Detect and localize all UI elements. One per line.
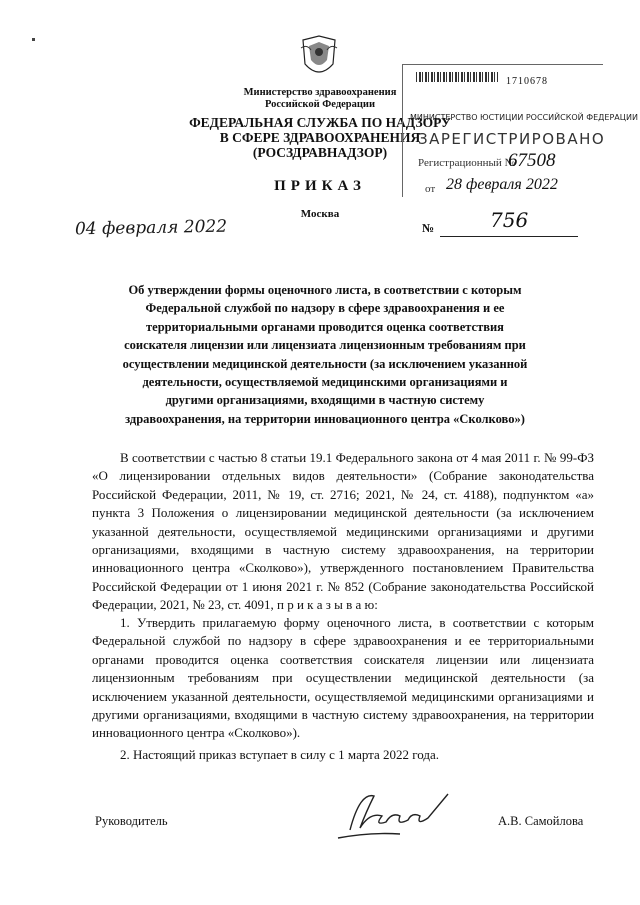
stamp-date-value: 28 февраля 2022	[446, 176, 558, 193]
agency-line-2: В СФЕРЕ ЗДРАВООХРАНЕНИЯ	[219, 130, 421, 145]
handwritten-date: 04 февраля 2022	[74, 216, 228, 240]
number-label: №	[422, 221, 435, 235]
coat-of-arms-emblem	[299, 34, 339, 82]
ministry-line-2: Российской Федерации	[264, 99, 376, 110]
city-label: Москва	[300, 208, 340, 220]
order-title: Об утверждении формы оценочного листа, в соответствии с которым Федеральной службой по надзору в сфере здравоохранения и ее территориальными органами проводится оценка соответствия соискателя лицензии или лицензиата лицензионным требованиям при осуществлении медицинской деятельности (за исключением указанной деятельности, осуществляемой медицинскими организациями и другими организациями, входящими в частную систему здравоохранения, на территории инновационного центра «Сколково»)	[122, 283, 528, 426]
stamp-date-label: от	[425, 183, 436, 195]
stamp-ministry-line: МИНИСТЕРСТВО ЮСТИЦИИ РОССИЙСКОЙ ФЕДЕРАЦИИ	[410, 113, 638, 122]
order-item-2: 2. Настоящий приказ вступает в силу с 1 марта 2022 года.	[120, 747, 440, 762]
stamp-reg-label: Регистрационный №	[418, 157, 516, 169]
stamp-code: 1710678	[506, 76, 548, 87]
signatory-role: Руководитель	[95, 814, 168, 828]
signatory-name: А.В. Самойлова	[498, 814, 584, 828]
handwritten-number: 756	[490, 208, 529, 232]
order-item-1: 1. Утвердить прилагаемую форму оценочного листа, в соответствии с которым Федеральной службой по надзору в сфере здравоохранения и ее территориальными органами проводится оценка соответствия соискателя лицензии или лицензиата лицензионным требованиям при осуществлении медицинской деятельности (за исключением указанной деятельности, осуществляемой медицинскими организациями и другими организациями, входящими в частную систему здравоохранения, на территории инновационного центра «Сколково»).	[92, 615, 594, 741]
stamp-barcode	[416, 72, 498, 82]
document-type-heading: ПРИКАЗ	[274, 178, 366, 194]
stamp-reg-number: 67508	[508, 150, 556, 171]
handwritten-signature	[330, 782, 470, 846]
number-underline	[440, 236, 578, 237]
agency-line-1: ФЕДЕРАЛЬНАЯ СЛУЖБА ПО НАДЗОРУ	[189, 115, 451, 130]
stamp-registered-label: ЗАРЕГИСТРИРОВАНО	[418, 130, 606, 148]
preamble-paragraph: В соответствии с частью 8 статьи 19.1 Федерального закона от 4 мая 2011 г. № 99-ФЗ «О лицензировании отдельных видов деятельности» (Собрание законодательства Российской Федерации, 2011, № 19, ст. 2716; 2021, № 24, ст. 4188), подпунктом «а» пункта 3 Положения о лицензировании медицинской деятельности (за исключением указанной деятельности, осуществляемой медицинскими организациями и другими организациями, входящими в частную систему здравоохранения, на территории инновационного центра «Сколково»), утвержденного постановлением Правительства Российской Федерации от 1 июня 2021 г. № 852 (Собрание законодательства Российской Федерации, 2021, № 23, ст. 4091, п р и к а з ы в а ю:	[92, 450, 594, 613]
ministry-line-1: Министерство здравоохранения	[243, 87, 397, 98]
scan-mark	[32, 38, 35, 41]
agency-line-3: (РОСЗДРАВНАДЗОР)	[252, 145, 388, 160]
